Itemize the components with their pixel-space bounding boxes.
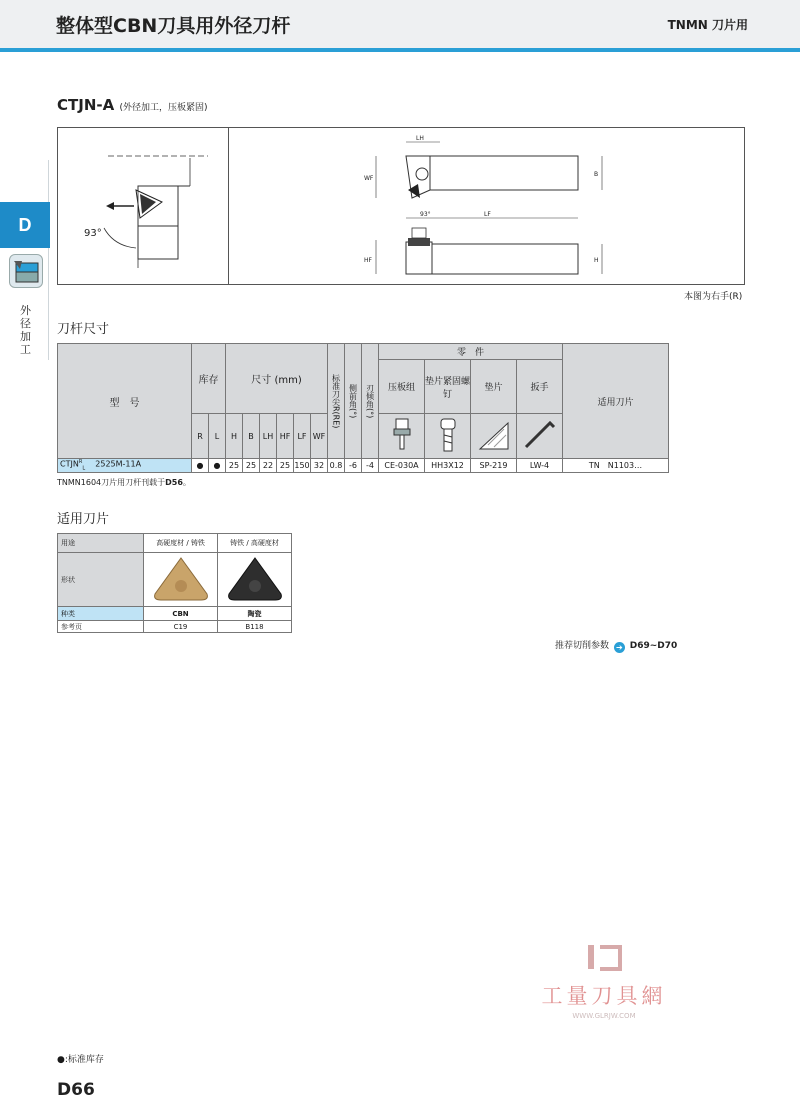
parts-header: 零 件 xyxy=(379,344,563,360)
ceramic-insert-image xyxy=(218,553,292,607)
turning-tool-icon xyxy=(9,254,43,288)
clamp-cell: CE-030A xyxy=(379,459,425,473)
usage-cbn: 高硬度材 / 铸铁 xyxy=(144,534,218,553)
page-cbn[interactable]: C19 xyxy=(144,621,218,633)
dim-col-lh: LH xyxy=(260,414,277,459)
grade-cbn: CBN xyxy=(144,607,218,621)
lh-label: LH xyxy=(416,135,424,142)
lf-label: LF xyxy=(484,211,491,218)
dim-col-h: H xyxy=(226,414,243,459)
watermark xyxy=(534,943,674,1020)
stock-col-l: L xyxy=(209,414,226,459)
model-cell: $CTJN^R_L$ 2525M-11A xyxy=(58,459,192,473)
insert-cell: TN N1103… xyxy=(563,459,669,473)
product-title xyxy=(57,96,207,114)
insert-header: 适用刀片 xyxy=(563,344,669,459)
right-hand-note: 本图为右手(R) xyxy=(684,292,743,302)
page-number: D66 xyxy=(57,1080,95,1100)
side-rake-header: 侧前角(°) xyxy=(348,383,358,419)
product-subtitle: (外径加工，压板紧固) xyxy=(119,103,208,113)
chapter-label: 外径加工 xyxy=(20,304,31,356)
parts-col-screw: 垫片紧固螺钉 xyxy=(425,360,471,414)
watermark-text: 工量刀具網 xyxy=(541,984,667,1008)
diagram-divider xyxy=(228,127,229,285)
re-cell: 0.8 xyxy=(328,459,345,473)
insert-table xyxy=(57,533,292,633)
end-angle-label: 93° xyxy=(420,211,431,218)
side-divider xyxy=(48,160,49,360)
parts-col-clamp: 压板组 xyxy=(379,360,425,414)
insert-heading: 适用刀片 xyxy=(57,512,110,527)
hf-label: HF xyxy=(364,257,372,264)
parts-col-wrench: 扳手 xyxy=(517,360,563,414)
dim-col-lf: LF xyxy=(294,414,311,459)
stock-header: 库存 xyxy=(192,344,226,414)
re-header: 标准刀尖R(RE) xyxy=(331,373,341,429)
cbn-insert-image xyxy=(144,553,218,607)
wrench-cell: LW-4 xyxy=(517,459,563,473)
inclination-cell: -4 xyxy=(362,459,379,473)
dimension-header: 尺寸 (mm) xyxy=(226,344,328,414)
screw-icon xyxy=(425,414,471,459)
clamp-icon xyxy=(379,414,425,459)
page-header xyxy=(0,0,800,48)
page-title: 整体型CBN刀具用外径刀杆 xyxy=(56,15,291,37)
b-label: B xyxy=(594,171,599,178)
h-label: H xyxy=(594,257,599,264)
dim-h-cell: 25 xyxy=(226,459,243,473)
dim-col-wf: WF xyxy=(311,414,328,459)
dim-hf-cell: 25 xyxy=(277,459,294,473)
dim-lf-cell: 150 xyxy=(294,459,311,473)
page-ceramic[interactable]: B118 xyxy=(218,621,292,633)
watermark-logo-icon xyxy=(534,943,674,980)
chapter-tab[interactable]: D xyxy=(0,202,50,248)
side-rake-cell: -6 xyxy=(345,459,362,473)
approach-angle-label: 93° xyxy=(84,228,102,239)
holder-dimension-diagram xyxy=(230,128,744,284)
spec-note-ref[interactable]: D56 xyxy=(165,478,183,487)
shim-cell: SP-219 xyxy=(471,459,517,473)
shape-label: 形状 xyxy=(58,553,144,607)
dim-col-b: B xyxy=(243,414,260,459)
model-header: 型 号 xyxy=(58,344,192,459)
dim-wf-cell: 32 xyxy=(311,459,328,473)
page-label: 参考页 xyxy=(58,621,144,633)
inclination-header: 刃倾角(°) xyxy=(365,383,375,419)
screw-cell: HH3X12 xyxy=(425,459,471,473)
shim-icon xyxy=(471,414,517,459)
header-accent-bar xyxy=(0,48,800,52)
stock-r-cell: ● xyxy=(192,459,209,473)
grade-label: 种类 xyxy=(58,607,144,621)
arrow-right-icon: ➔ xyxy=(614,642,625,653)
dim-lh-cell: 22 xyxy=(260,459,277,473)
parts-col-shim: 垫片 xyxy=(471,360,517,414)
spec-table xyxy=(57,343,669,473)
spec-heading: 刀杆尺寸 xyxy=(57,322,110,337)
spec-note: TNMN1604刀片用刀杆刊载于D56。 xyxy=(57,478,191,487)
usage-ceramic: 铸铁 / 高硬度材 xyxy=(218,534,292,553)
wf-label: WF xyxy=(364,175,374,182)
cutting-params-link[interactable]: 推荐切削参数 ➔ D69~D70 xyxy=(555,641,678,652)
wrench-icon xyxy=(517,414,563,459)
grade-ceramic: 陶瓷 xyxy=(218,607,292,621)
stock-col-r: R xyxy=(192,414,209,459)
dim-b-cell: 25 xyxy=(243,459,260,473)
stock-l-cell: ● xyxy=(209,459,226,473)
dim-col-hf: HF xyxy=(277,414,294,459)
insert-type-label: TNMN 刀片用 xyxy=(667,18,748,32)
stock-legend: ●:标准库存 xyxy=(57,1055,104,1065)
cutting-params-pages: D69~D70 xyxy=(629,641,678,651)
approach-angle-diagram xyxy=(58,128,228,284)
watermark-url: WWW.GLRJW.COM xyxy=(572,1012,636,1020)
usage-label: 用途 xyxy=(58,534,144,553)
product-code: CTJN-A xyxy=(57,96,115,114)
